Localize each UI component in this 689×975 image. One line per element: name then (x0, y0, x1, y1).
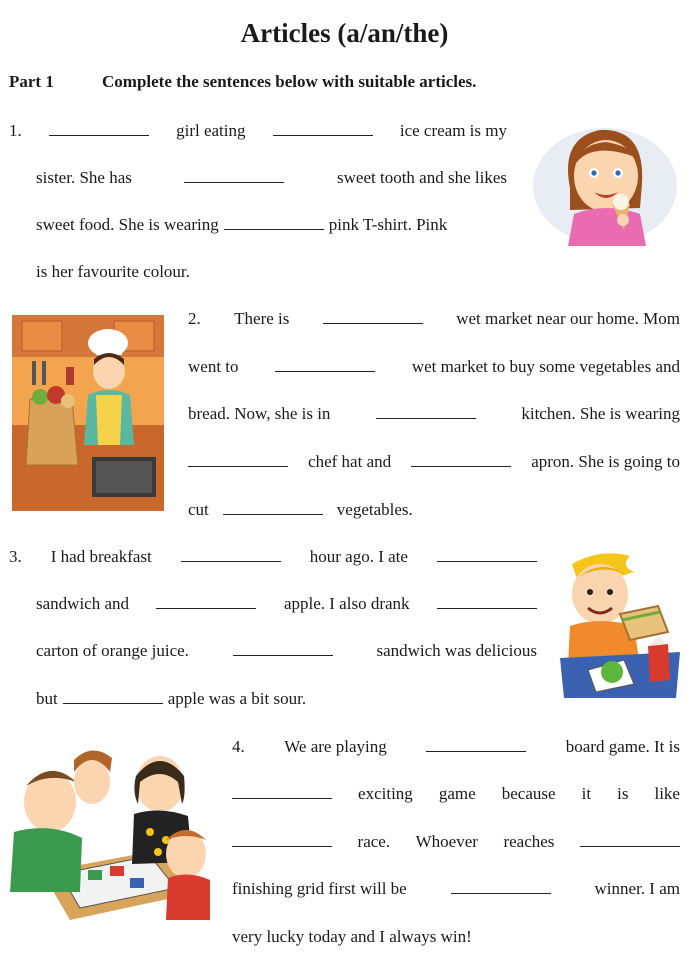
q1-text: is her favourite colour. (36, 262, 190, 281)
q2-blank-3[interactable] (376, 403, 476, 419)
q3-text: sandwich was delicious (376, 641, 537, 660)
q3-text: hour ago. I ate (309, 547, 408, 566)
girl-ice-cream-illustration (530, 118, 680, 248)
q4-line-4 (232, 876, 680, 901)
q4-blank-2[interactable] (232, 783, 332, 799)
q4-text: game (438, 784, 476, 803)
q4-blank-4[interactable] (580, 831, 680, 847)
q4-line-3 (232, 829, 680, 854)
q4-text: it (581, 784, 592, 803)
q1-text: ice cream is my (399, 121, 507, 140)
q2-text: went to (188, 357, 239, 376)
q4-blank-1[interactable] (426, 736, 526, 752)
q3-line-3 (36, 638, 537, 663)
q2-text: There is (234, 309, 290, 328)
q4-text: exciting (358, 784, 413, 803)
q2-line-1 (188, 306, 680, 331)
q3-blank-3[interactable] (156, 593, 256, 609)
q3-line-1 (9, 544, 537, 569)
q3-blank-5[interactable] (233, 640, 333, 656)
q2-blank-2[interactable] (275, 356, 375, 372)
chef-kitchen-illustration (12, 315, 164, 511)
q3-blank-1[interactable] (181, 546, 281, 562)
q3-text: but (36, 689, 58, 708)
q2-line-5 (188, 497, 680, 522)
q4-text: Whoever (415, 832, 478, 851)
q4-text: We are playing (284, 737, 387, 756)
q3-text: sandwich and (36, 594, 130, 613)
q3-text: apple. I also drank (283, 594, 410, 613)
q2-line-3 (188, 401, 680, 426)
q2-blank-5[interactable] (411, 451, 511, 467)
q4-text: like (654, 784, 680, 803)
q1-line-3 (36, 212, 507, 237)
q1-text: sweet food. She is wearing (36, 215, 219, 234)
q4-text: race. (357, 832, 391, 851)
q3-blank-6[interactable] (63, 688, 163, 704)
q2-text: chef hat and (308, 452, 392, 471)
worksheet-title: Articles (a/an/the) (240, 18, 449, 48)
q2-blank-6[interactable] (223, 499, 323, 515)
part-label: Part 1 (9, 72, 54, 91)
q1-blank-3[interactable] (184, 167, 284, 183)
q4-text: reaches (503, 832, 555, 851)
q3-text: apple was a bit sour. (167, 689, 307, 708)
q1-line-4 (36, 259, 507, 284)
q2-text: vegetables. (336, 500, 413, 519)
q3-text: I had breakfast (50, 547, 152, 566)
q2-blank-1[interactable] (323, 308, 423, 324)
q3-text: carton of orange juice. (36, 641, 189, 660)
q4-line-5 (232, 924, 680, 949)
q2-blank-4[interactable] (188, 451, 288, 467)
q4-number: 4. (232, 737, 245, 756)
q1-number: 1. (9, 121, 22, 140)
q2-line-2 (188, 354, 680, 379)
q1-blank-2[interactable] (273, 120, 373, 136)
q4-text: winner. I am (594, 879, 680, 898)
q1-text: pink T-shirt. Pink (328, 215, 448, 234)
q3-blank-4[interactable] (437, 593, 537, 609)
q2-text: kitchen. She is wearing (521, 404, 680, 423)
q3-line-4 (36, 686, 537, 711)
q3-line-2 (36, 591, 537, 616)
q3-blank-2[interactable] (437, 546, 537, 562)
boy-sandwich-illustration (560, 548, 680, 698)
family-board-game-illustration (10, 742, 210, 920)
q1-line-2 (36, 165, 507, 190)
q4-text: board game. It is (565, 737, 680, 756)
q2-text: wet market near our home. Mom (456, 309, 680, 328)
q4-text: finishing grid first will be (232, 879, 407, 898)
q4-text: very lucky today and I always win! (232, 927, 472, 946)
q1-line-1 (9, 118, 507, 143)
q2-text: wet market to buy some vegetables and (411, 357, 680, 376)
instruction-text: Complete the sentences below with suitable articles. (102, 72, 477, 91)
q2-text: apron. She is going to (531, 452, 680, 471)
q1-blank-4[interactable] (224, 214, 324, 230)
q1-text: girl eating (176, 121, 246, 140)
q2-line-4 (188, 449, 680, 474)
q1-text: sister. She has (36, 168, 132, 187)
q4-text: because (501, 784, 556, 803)
q4-line-2 (232, 781, 680, 806)
q2-text: cut (188, 500, 209, 519)
q4-text: is (617, 784, 629, 803)
q1-blank-1[interactable] (49, 120, 149, 136)
q2-number: 2. (188, 309, 201, 328)
q1-text: sweet tooth and she likes (337, 168, 507, 187)
q4-blank-5[interactable] (451, 878, 551, 894)
q4-blank-3[interactable] (232, 831, 332, 847)
q4-line-1 (232, 734, 680, 759)
q2-text: bread. Now, she is in (188, 404, 331, 423)
q3-number: 3. (9, 547, 22, 566)
